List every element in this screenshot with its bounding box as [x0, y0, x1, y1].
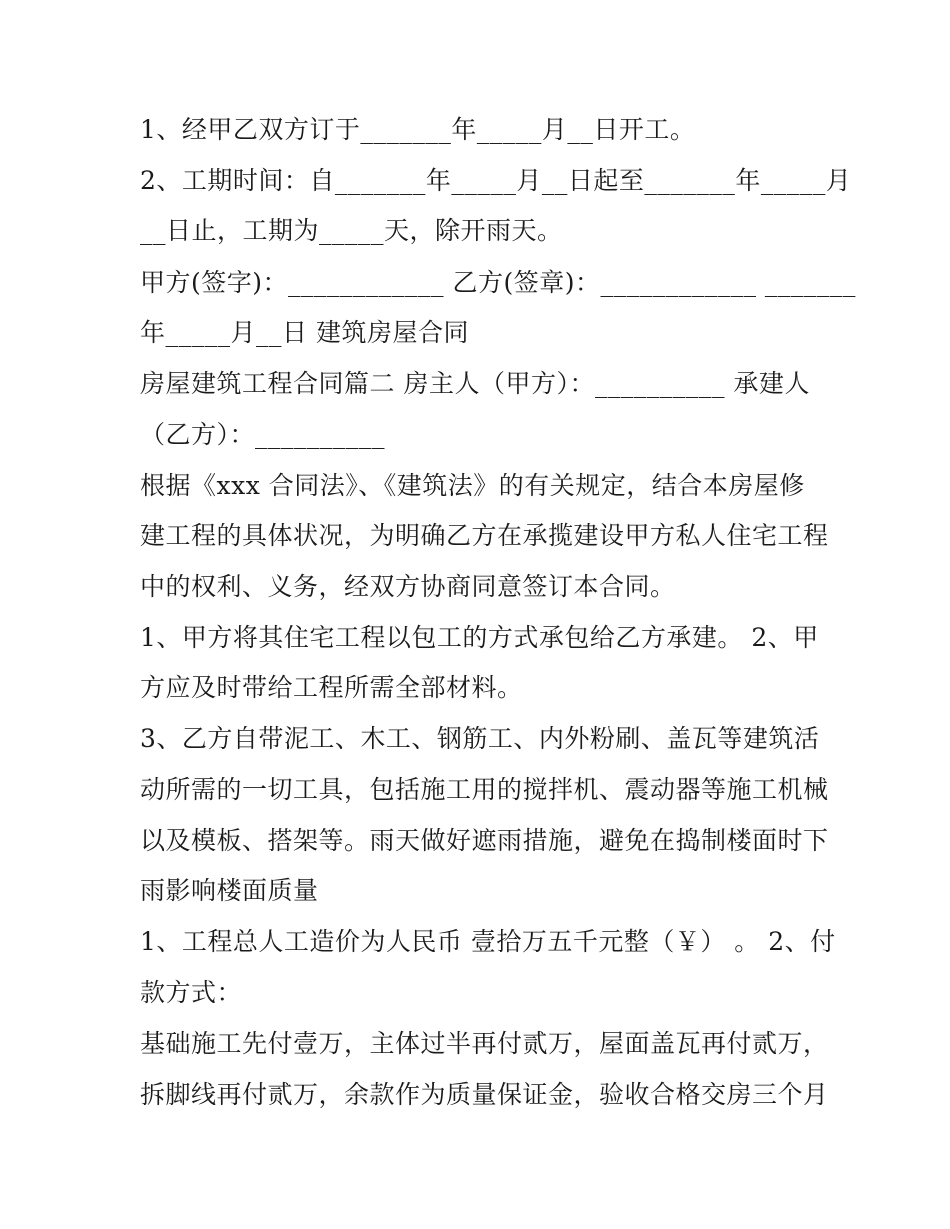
text-line: 年_____月__日 建筑房屋合同 [140, 318, 469, 347]
text-line: 根据《xxx 合同法》、《建筑法》的有关规定，结合本房屋修 [140, 471, 805, 500]
text-line: 1、经甲乙双方订于_______年_____月__日开工。 [140, 115, 696, 144]
text-line: __日止，工期为_____天，除开雨天。 [140, 216, 563, 245]
text-line: 雨影响楼面质量 [140, 876, 319, 905]
text-line: 动所需的一切工具，包括施工用的搅拌机、震动器等施工机械 [140, 775, 829, 804]
text-line: 2、工期时间：自_______年_____月__日起至_______年_____月 [140, 166, 852, 195]
text-line: （乙方）：__________ [140, 420, 386, 449]
text-line: 以及模板、搭架等。雨天做好遮雨措施，避免在捣制楼面时下 [140, 826, 829, 855]
text-line: 甲方(签字)：____________ 乙方(签章)：____________ _______ [140, 268, 856, 297]
text-line: 基础施工先付壹万，主体过半再付贰万，屋面盖瓦再付贰万， [140, 1029, 829, 1058]
text-line: 建工程的具体状况，为明确乙方在承揽建设甲方私人住宅工程 [140, 521, 829, 550]
text-line: 方应及时带给工程所需全部材料。 [140, 673, 523, 702]
text-line: 款方式： [140, 978, 243, 1007]
text-line: 1、工程总人工造价为人民币 壹拾万五千元整（￥） 。 2、付 [140, 927, 836, 956]
text-line: 3、乙方自带泥工、木工、钢筋工、内外粉刷、盖瓦等建筑活 [140, 724, 820, 753]
text-line: 拆脚线再付贰万，余款作为质量保证金，验收合格交房三个月 [140, 1080, 829, 1109]
text-line: 中的权利、义务，经双方协商同意签订本合同。 [140, 572, 676, 601]
text-line: 房屋建筑工程合同篇二 房主人（甲方）：__________ 承建人 [140, 369, 810, 398]
text-line: 1、甲方将其住宅工程以包工的方式承包给乙方承建。 2、甲 [140, 623, 819, 652]
